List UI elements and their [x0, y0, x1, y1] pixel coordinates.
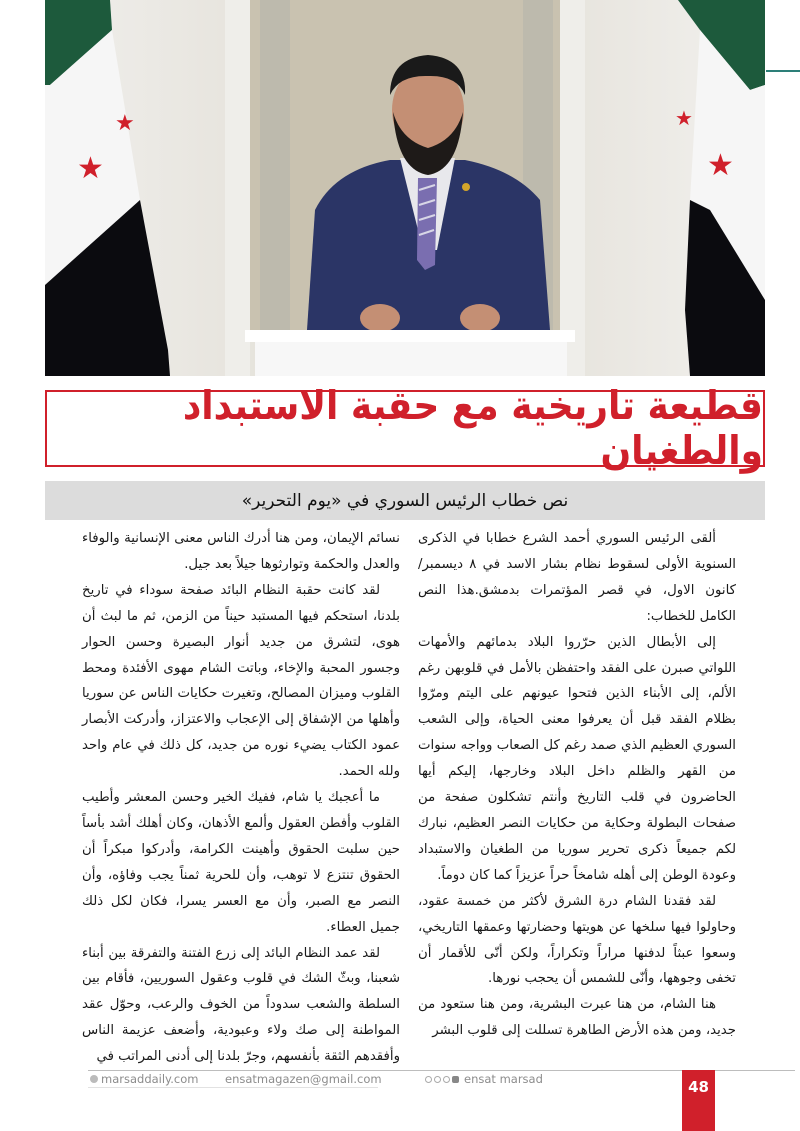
- social-handle: ensat marsad: [464, 1072, 543, 1086]
- decorative-rule: [766, 70, 800, 72]
- website-link[interactable]: marsaddaily.com: [101, 1072, 199, 1086]
- paragraph: لقد فقدنا الشام درة الشرق لأكثر من خمسة عقود، وحاولوا فيها سلخها عن هويتها وحضارتها وعمقها التاريخي، وسعوا عبثاً لدفنها مراراً وتكراراً، ولكن أنّى للأقمار أن تخفى وجوهها، وأنّى للشمس أن يحجب نورها.: [418, 893, 736, 987]
- paragraph: لقد كانت حقبة النظام البائد صفحة سوداء في تاريخ بلدنا، استحكم فيها المستبد حيناً من الزمن، ثم ما لبث أن هوى، لتشرق من جديد أنوار البصيرة وحسن الحوار وجسور المحبة والإخاء، وباتت الشام مهوى الأفئدة ومحط القلوب وميزان المصالح، وتغيرت حكايات الناس عن سوريا وأهلها من الإشفاق إلى الإعجاب والاعتزاز، وأدركت الأبصار عمود الكتاب يضيء نوره من جديد، كل ذلك في عام واحد ولله الحمد.: [82, 582, 400, 780]
- svg-text:★: ★: [675, 106, 693, 130]
- svg-text:★: ★: [115, 111, 135, 136]
- youtube-icon[interactable]: [452, 1076, 459, 1083]
- paragraph: نسائم الإيمان، ومن هنا أدرك الناس معنى الإنسانية والوفاء والعدل والحكمة وتوارثوها جيلاً بعد جيل.: [82, 531, 400, 572]
- footer-divider: [88, 1087, 378, 1088]
- paragraph: إلى الأبطال الذين حرّروا البلاد بدمائهم والأمهات اللواتي صبرن على الفقد واحتفظن بالأمل في قلوبهن رغم الألم، إلى الأبناء الذين فتحوا عيونهم على اليتم ومرّوا بظلام الفقد قبل أن يعرفوا معنى الحياة، وإلى الشعب السوري العظيم الذي صمد رغم كل الصعاب وواجه سنوات من القهر والظلم داخل البلاد وخارجها، إليكم أيها الحاضرون في قلب التاريخ وأنتم تشكلون صفحة من صفحات البطولة وحكاية من حكايات النصر العظيم، نبارك لكم جميعاً ذكرى تحرير سوريا من الطغيان والاستبداد وعودة الوطن إلى أهله شامخاً حراً عزيزاً كما كان دوماً.: [418, 634, 736, 883]
- subtitle-band: [45, 481, 765, 520]
- page-number: 48: [682, 1070, 715, 1131]
- footer-social: [425, 1072, 543, 1086]
- paragraph: ألقى الرئيس السوري أحمد الشرع خطابا في الذكرى السنوية الأولى لسقوط نظام بشار الاسد في ٨ ديسمبر/كانون الاول، في قصر المؤتمرات بدمشق.هذا النص الكامل للخطاب:: [418, 531, 736, 624]
- footer-email[interactable]: ensatmagazen@gmail.com: [225, 1072, 382, 1086]
- social-icons: [425, 1076, 459, 1083]
- article-title: قطيعة تاريخية مع حقبة الاستبداد والطغيان: [182, 383, 763, 474]
- paragraph: لقد عمد النظام البائد إلى زرع الفتنة والتفرقة بين أبناء شعبنا، وبثّ الشك في قلوب وعقول السوريين، فأقام بين السلطة والشعب سدوداً من الخوف والرعب، وحوّل عقد المواطنة إلى صك ولاء وعبودية، وأضعف عزيمة الناس وأفقدهم الثقة بأنفسهم، وجرّ بلدنا إلى أدنى المراتب في: [82, 945, 400, 1065]
- instagram-icon[interactable]: [443, 1076, 450, 1083]
- globe-icon: [90, 1075, 98, 1083]
- paragraph: ما أعجبك يا شام، ففيك الخير وحسن المعشر وأطيب القلوب وأفطن العقول وألمع الأذهان، وكان أهلك أشد بأساً حين سلبت الحقوق وأهينت الكرامة، وأدركوا مبكراً أن الحقوق تنتزع لا توهب، وأن للحرية ثمناً يجب وفاؤه، وأن النصر مع الصبر، وأن مع العسر يسرا، فكان لكل ذلك جميل العطاء.: [82, 790, 400, 935]
- article-column-left: [82, 526, 400, 1070]
- svg-text:★: ★: [77, 151, 104, 186]
- article-subtitle: نص خطاب الرئيس السوري في «يوم التحرير»: [241, 490, 569, 511]
- article-photo: [45, 0, 765, 376]
- headline-box: [45, 383, 765, 474]
- facebook-icon[interactable]: [425, 1076, 432, 1083]
- twitter-icon[interactable]: [434, 1076, 441, 1083]
- svg-text:★: ★: [707, 148, 734, 183]
- paragraph: هنا الشام، من هنا عبرت البشرية، ومن هنا ستعود من جديد، ومن هذه الأرض الطاهرة تسللت إلى قلوب البشر: [418, 997, 736, 1039]
- speaker-photo: [45, 0, 765, 376]
- footer-website[interactable]: [90, 1072, 198, 1086]
- article-column-right: [418, 526, 736, 1044]
